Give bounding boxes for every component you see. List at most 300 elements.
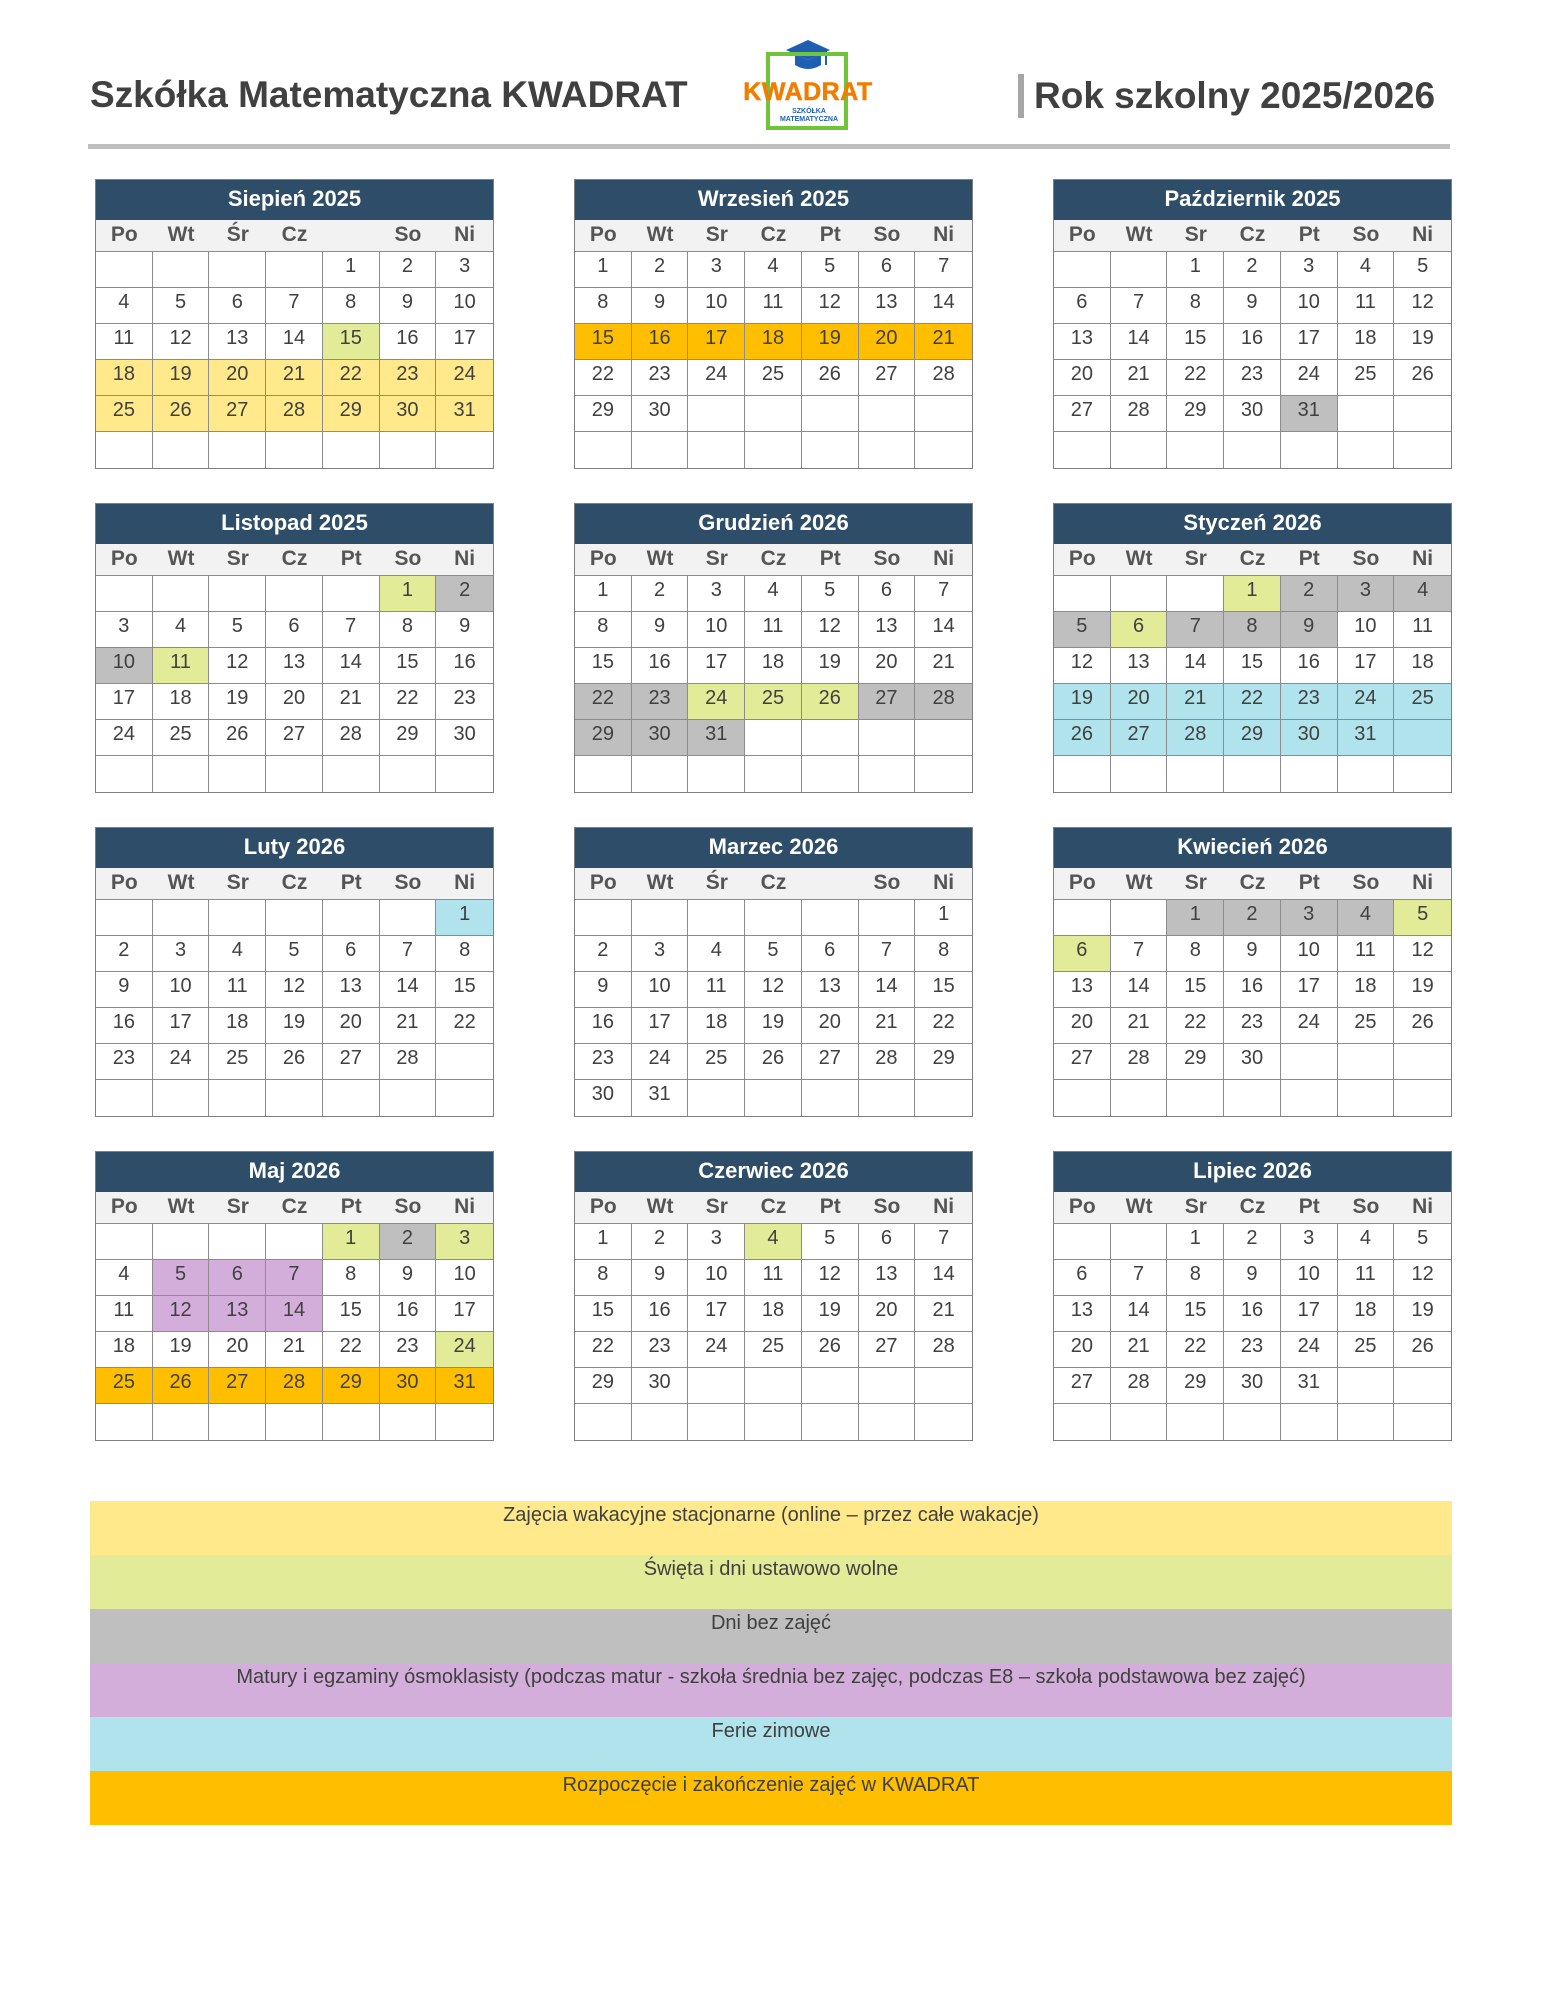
day-cell: 5: [266, 936, 323, 972]
days-grid: [1054, 1224, 1451, 1440]
day-cell: 22: [380, 684, 437, 720]
day-cell: 13: [266, 648, 323, 684]
weekday-label: Sr: [1184, 871, 1207, 894]
day-cell: 8: [323, 288, 380, 324]
empty-day-cell: [745, 1080, 802, 1116]
day-cell: 10: [1338, 612, 1395, 648]
day-cell: 22: [436, 1008, 493, 1044]
day-cell: 5: [153, 1260, 210, 1296]
day-cell: 21: [380, 1008, 437, 1044]
day-cell: 20: [1111, 684, 1168, 720]
day-cell: 27: [859, 684, 916, 720]
days-grid: [96, 1224, 493, 1440]
weekday-label: Śr: [705, 871, 728, 894]
day-cell: 23: [96, 1044, 153, 1080]
weekday-label: Cz: [1239, 871, 1266, 894]
day-cell: 5: [153, 288, 210, 324]
empty-day-cell: [1111, 252, 1168, 288]
weekday-label: Po: [1068, 1195, 1096, 1218]
day-cell: 4: [1394, 576, 1451, 612]
day-cell: 10: [632, 972, 689, 1008]
day-cell: 10: [436, 288, 493, 324]
weekday-label: So: [1352, 1195, 1380, 1218]
day-cell: 16: [632, 648, 689, 684]
empty-day-cell: [96, 1404, 153, 1440]
day-cell: 14: [1111, 324, 1168, 360]
weekday-label: Wt: [1125, 223, 1153, 246]
empty-day-cell: [266, 432, 323, 468]
empty-day-cell: [436, 1080, 493, 1116]
legend-item: Dni bez zajęć: [90, 1609, 1452, 1663]
day-cell: 19: [153, 360, 210, 396]
empty-day-cell: [1111, 1080, 1168, 1116]
day-cell: 11: [745, 1260, 802, 1296]
day-cell: 31: [1281, 1368, 1338, 1404]
day-cell: 14: [323, 648, 380, 684]
empty-day-cell: [745, 396, 802, 432]
day-cell: 19: [802, 1296, 859, 1332]
day-cell: 22: [575, 684, 632, 720]
day-cell: 29: [575, 1368, 632, 1404]
empty-day-cell: [1281, 756, 1338, 792]
legend-item: Zajęcia wakacyjne stacjonarne (online – przez całe wakacje): [90, 1501, 1452, 1555]
day-cell: 14: [1111, 972, 1168, 1008]
empty-day-cell: [802, 396, 859, 432]
day-cell: 14: [266, 1296, 323, 1332]
empty-day-cell: [859, 1368, 916, 1404]
day-cell: 16: [96, 1008, 153, 1044]
empty-day-cell: [96, 576, 153, 612]
day-cell: 25: [1338, 1332, 1395, 1368]
day-cell: 19: [1054, 684, 1111, 720]
day-cell: 23: [632, 684, 689, 720]
empty-day-cell: [1338, 1404, 1395, 1440]
empty-day-cell: [688, 432, 745, 468]
logo-word: KWADRAT: [743, 78, 873, 106]
day-cell: 10: [688, 612, 745, 648]
day-cell: 26: [153, 1368, 210, 1404]
empty-day-cell: [1338, 1368, 1395, 1404]
day-cell: 11: [688, 972, 745, 1008]
day-cell: 16: [1224, 972, 1281, 1008]
empty-day-cell: [1054, 756, 1111, 792]
day-cell: 30: [380, 396, 437, 432]
weekday-label: Cz: [760, 871, 787, 894]
weekday-label: Ni: [933, 547, 955, 570]
day-cell: 25: [153, 720, 210, 756]
day-cell: 18: [96, 1332, 153, 1368]
weekday-label: So: [873, 547, 901, 570]
day-cell: 17: [153, 1008, 210, 1044]
day-cell: 20: [209, 360, 266, 396]
day-cell: 16: [575, 1008, 632, 1044]
legend: [90, 1501, 1452, 1825]
days-grid: [96, 252, 493, 468]
empty-day-cell: [436, 432, 493, 468]
day-cell: 26: [1394, 360, 1451, 396]
header-divider: [88, 144, 1450, 149]
empty-day-cell: [859, 1404, 916, 1440]
month-title: Listopad 2025: [96, 504, 493, 544]
day-cell: 28: [266, 396, 323, 432]
empty-day-cell: [1054, 576, 1111, 612]
weekday-label: Cz: [281, 871, 308, 894]
day-cell: 9: [1281, 612, 1338, 648]
day-cell: 8: [1167, 288, 1224, 324]
weekday-label: Po: [1068, 871, 1096, 894]
day-cell: 28: [1167, 720, 1224, 756]
days-grid: [1054, 576, 1451, 792]
day-cell: 6: [323, 936, 380, 972]
day-cell: 19: [1394, 1296, 1451, 1332]
day-cell: 3: [1338, 576, 1395, 612]
day-cell: 15: [1224, 648, 1281, 684]
weekday-label: Sr: [226, 547, 249, 570]
day-cell: 16: [632, 324, 689, 360]
day-cell: 13: [1054, 1296, 1111, 1332]
empty-day-cell: [209, 1080, 266, 1116]
month-title: Grudzień 2026: [575, 504, 972, 544]
month-title: Czerwiec 2026: [575, 1152, 972, 1192]
day-cell: 25: [1338, 360, 1395, 396]
weekday-label: Wt: [167, 223, 195, 246]
empty-day-cell: [1111, 900, 1168, 936]
day-cell: 31: [688, 720, 745, 756]
day-cell: 30: [632, 396, 689, 432]
day-cell: 28: [915, 1332, 972, 1368]
day-cell: 7: [859, 936, 916, 972]
empty-day-cell: [153, 432, 210, 468]
empty-day-cell: [1281, 432, 1338, 468]
day-cell: 18: [1338, 324, 1395, 360]
weekday-label: So: [394, 871, 422, 894]
day-cell: 29: [1224, 720, 1281, 756]
day-cell: 23: [436, 684, 493, 720]
day-cell: 8: [915, 936, 972, 972]
weekday-label: Wt: [646, 547, 674, 570]
weekday-label: Ni: [933, 223, 955, 246]
day-cell: 25: [209, 1044, 266, 1080]
day-cell: 7: [1111, 288, 1168, 324]
day-cell: 25: [1338, 1008, 1395, 1044]
empty-day-cell: [1338, 432, 1395, 468]
empty-day-cell: [266, 1224, 323, 1260]
day-cell: 16: [1224, 1296, 1281, 1332]
empty-day-cell: [575, 1404, 632, 1440]
day-cell: 17: [96, 684, 153, 720]
day-cell: 12: [266, 972, 323, 1008]
day-cell: 11: [1394, 612, 1451, 648]
empty-day-cell: [1054, 1080, 1111, 1116]
empty-day-cell: [209, 576, 266, 612]
weekday-label: Po: [1068, 223, 1096, 246]
empty-day-cell: [209, 432, 266, 468]
day-cell: 31: [1338, 720, 1395, 756]
day-cell: 15: [915, 972, 972, 1008]
weekday-label: Wt: [646, 223, 674, 246]
day-cell: 5: [209, 612, 266, 648]
weekday-label: Wt: [646, 871, 674, 894]
day-cell: 25: [96, 396, 153, 432]
weekday-label: Cz: [1239, 1195, 1266, 1218]
day-cell: 17: [688, 1296, 745, 1332]
empty-day-cell: [632, 756, 689, 792]
empty-day-cell: [632, 432, 689, 468]
day-cell: 3: [436, 252, 493, 288]
day-cell: 16: [380, 324, 437, 360]
day-cell: 11: [745, 612, 802, 648]
weekday-label: Po: [1068, 547, 1096, 570]
day-cell: 27: [1111, 720, 1168, 756]
weekday-header: [1054, 1192, 1451, 1224]
day-cell: 19: [209, 684, 266, 720]
month-calendar: [95, 503, 494, 793]
day-cell: 24: [1281, 360, 1338, 396]
day-cell: 18: [1338, 1296, 1395, 1332]
day-cell: 13: [859, 288, 916, 324]
day-cell: 17: [1281, 972, 1338, 1008]
weekday-label: Po: [110, 223, 138, 246]
weekday-label: Cz: [760, 547, 787, 570]
day-cell: 25: [688, 1044, 745, 1080]
month-title: Październik 2025: [1054, 180, 1451, 220]
month-calendar: [1053, 503, 1452, 793]
day-cell: 15: [575, 1296, 632, 1332]
empty-day-cell: [1394, 1368, 1451, 1404]
day-cell: 23: [1281, 684, 1338, 720]
day-cell: 10: [1281, 288, 1338, 324]
day-cell: 21: [1167, 684, 1224, 720]
month-calendar: [574, 1151, 973, 1441]
empty-day-cell: [1281, 1080, 1338, 1116]
day-cell: 25: [745, 1332, 802, 1368]
day-cell: 21: [1111, 1332, 1168, 1368]
day-cell: 1: [323, 1224, 380, 1260]
day-cell: 15: [323, 324, 380, 360]
day-cell: 14: [915, 1260, 972, 1296]
empty-day-cell: [209, 252, 266, 288]
day-cell: 27: [802, 1044, 859, 1080]
day-cell: 31: [1281, 396, 1338, 432]
weekday-header: [575, 544, 972, 576]
day-cell: 26: [802, 1332, 859, 1368]
day-cell: 29: [380, 720, 437, 756]
day-cell: 8: [1167, 936, 1224, 972]
weekday-label: So: [1352, 871, 1380, 894]
day-cell: 20: [859, 1296, 916, 1332]
weekday-label: Wt: [167, 1195, 195, 1218]
weekday-label: Sr: [1184, 547, 1207, 570]
day-cell: 9: [632, 1260, 689, 1296]
day-cell: 30: [575, 1080, 632, 1116]
weekday-label: [802, 868, 859, 899]
day-cell: 12: [802, 612, 859, 648]
day-cell: 25: [745, 360, 802, 396]
day-cell: 3: [1281, 252, 1338, 288]
weekday-label: Pt: [1298, 871, 1320, 894]
day-cell: 12: [802, 1260, 859, 1296]
month-title: Wrzesień 2025: [575, 180, 972, 220]
day-cell: 18: [1394, 648, 1451, 684]
day-cell: 12: [1394, 936, 1451, 972]
empty-day-cell: [1224, 1080, 1281, 1116]
empty-day-cell: [266, 1080, 323, 1116]
day-cell: 4: [745, 576, 802, 612]
weekday-header: [575, 1192, 972, 1224]
day-cell: 7: [266, 1260, 323, 1296]
day-cell: 12: [745, 972, 802, 1008]
month-calendar: [1053, 1151, 1452, 1441]
day-cell: 1: [575, 252, 632, 288]
day-cell: 22: [1224, 684, 1281, 720]
day-cell: 27: [1054, 1044, 1111, 1080]
day-cell: 5: [1394, 1224, 1451, 1260]
day-cell: 4: [96, 1260, 153, 1296]
day-cell: 26: [745, 1044, 802, 1080]
weekday-header: [96, 868, 493, 900]
empty-day-cell: [1054, 900, 1111, 936]
empty-day-cell: [745, 720, 802, 756]
day-cell: 20: [802, 1008, 859, 1044]
day-cell: 26: [209, 720, 266, 756]
day-cell: 12: [1394, 1260, 1451, 1296]
empty-day-cell: [209, 1404, 266, 1440]
day-cell: 19: [1394, 324, 1451, 360]
day-cell: 7: [323, 612, 380, 648]
day-cell: 29: [575, 720, 632, 756]
weekday-label: Po: [110, 1195, 138, 1218]
day-cell: 31: [436, 396, 493, 432]
day-cell: 7: [380, 936, 437, 972]
day-cell: 17: [436, 1296, 493, 1332]
day-cell: 12: [802, 288, 859, 324]
weekday-label: Ni: [1412, 223, 1434, 246]
day-cell: 12: [153, 1296, 210, 1332]
day-cell: 29: [915, 1044, 972, 1080]
day-cell: 2: [632, 252, 689, 288]
weekday-label: Pt: [819, 223, 841, 246]
day-cell: 11: [209, 972, 266, 1008]
weekday-label: So: [394, 223, 422, 246]
day-cell: 11: [96, 324, 153, 360]
day-cell: 27: [1054, 1368, 1111, 1404]
day-cell: 21: [266, 1332, 323, 1368]
weekday-label: So: [394, 1195, 422, 1218]
weekday-label: Ni: [933, 1195, 955, 1218]
weekday-label: Wt: [1125, 1195, 1153, 1218]
weekday-label: Cz: [760, 223, 787, 246]
day-cell: 23: [380, 360, 437, 396]
day-cell: 28: [859, 1044, 916, 1080]
day-cell: 26: [1394, 1008, 1451, 1044]
day-cell: 18: [1338, 972, 1395, 1008]
day-cell: 8: [575, 612, 632, 648]
day-cell: 9: [1224, 288, 1281, 324]
day-cell: 20: [323, 1008, 380, 1044]
day-cell: 21: [1111, 360, 1168, 396]
empty-day-cell: [859, 432, 916, 468]
day-cell: 7: [1167, 612, 1224, 648]
day-cell: 26: [802, 684, 859, 720]
day-cell: 15: [1167, 1296, 1224, 1332]
empty-day-cell: [915, 756, 972, 792]
day-cell: 25: [96, 1368, 153, 1404]
day-cell: 22: [1167, 1332, 1224, 1368]
day-cell: 8: [380, 612, 437, 648]
day-cell: 6: [1111, 612, 1168, 648]
weekday-label: So: [1352, 547, 1380, 570]
day-cell: 3: [1281, 900, 1338, 936]
day-cell: 10: [688, 1260, 745, 1296]
day-cell: 19: [802, 648, 859, 684]
weekday-label: Po: [110, 547, 138, 570]
day-cell: 5: [745, 936, 802, 972]
day-cell: 24: [436, 1332, 493, 1368]
month-calendar: [574, 503, 973, 793]
day-cell: 17: [688, 648, 745, 684]
day-cell: 1: [915, 900, 972, 936]
day-cell: 14: [266, 324, 323, 360]
weekday-label: So: [873, 223, 901, 246]
legend-item: Święta i dni ustawowo wolne: [90, 1555, 1452, 1609]
empty-day-cell: [575, 432, 632, 468]
day-cell: 29: [1167, 396, 1224, 432]
empty-day-cell: [915, 1404, 972, 1440]
day-cell: 23: [632, 360, 689, 396]
day-cell: 29: [323, 1368, 380, 1404]
day-cell: 30: [1224, 1368, 1281, 1404]
empty-day-cell: [632, 1404, 689, 1440]
day-cell: 24: [153, 1044, 210, 1080]
empty-day-cell: [745, 900, 802, 936]
empty-day-cell: [266, 576, 323, 612]
day-cell: 3: [632, 936, 689, 972]
day-cell: 30: [1224, 1044, 1281, 1080]
day-cell: 9: [1224, 1260, 1281, 1296]
day-cell: 2: [1224, 900, 1281, 936]
day-cell: 17: [688, 324, 745, 360]
empty-day-cell: [1224, 432, 1281, 468]
day-cell: 5: [802, 1224, 859, 1260]
empty-day-cell: [96, 1080, 153, 1116]
weekday-label: Ni: [933, 871, 955, 894]
days-grid: [96, 576, 493, 792]
empty-day-cell: [1394, 432, 1451, 468]
weekday-label: Sr: [705, 223, 728, 246]
day-cell: 14: [380, 972, 437, 1008]
day-cell: 21: [859, 1008, 916, 1044]
empty-day-cell: [688, 396, 745, 432]
weekday-label: So: [1352, 223, 1380, 246]
day-cell: 19: [153, 1332, 210, 1368]
empty-day-cell: [915, 1368, 972, 1404]
day-cell: 2: [96, 936, 153, 972]
empty-day-cell: [1054, 1404, 1111, 1440]
empty-day-cell: [436, 1404, 493, 1440]
day-cell: 13: [802, 972, 859, 1008]
day-cell: 28: [380, 1044, 437, 1080]
empty-day-cell: [153, 756, 210, 792]
empty-day-cell: [1338, 1044, 1395, 1080]
empty-day-cell: [745, 1368, 802, 1404]
day-cell: 30: [632, 1368, 689, 1404]
day-cell: 9: [96, 972, 153, 1008]
weekday-label: Sr: [705, 1195, 728, 1218]
day-cell: 1: [575, 1224, 632, 1260]
weekday-label: Po: [110, 871, 138, 894]
legend-item: Ferie zimowe: [90, 1717, 1452, 1771]
day-cell: 10: [1281, 936, 1338, 972]
